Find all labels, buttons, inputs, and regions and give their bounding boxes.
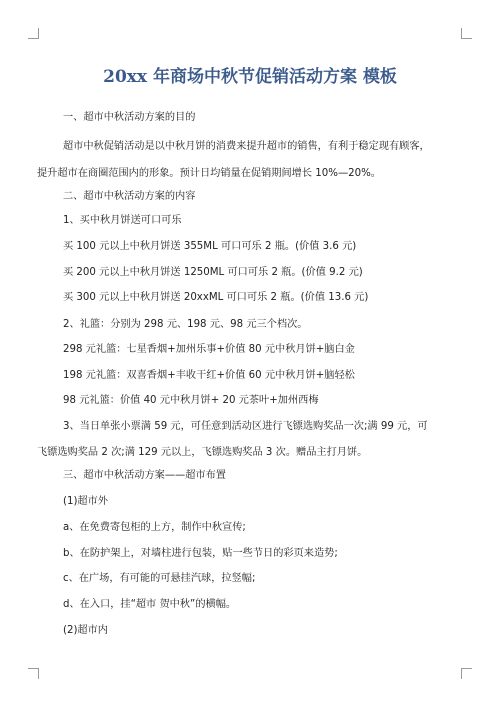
paragraph-line: 提升超市在商圈范围内的形象。预计日均销量在促销期间增长 10%—20%。 [37, 168, 381, 179]
section-heading-2: 二、超市中秋活动方案的内容 [63, 191, 196, 202]
paragraph-line: 超市中秋促销活动是以中秋月饼的消费来提升超市的销售，有利于稳定现有顾客， [63, 141, 430, 152]
list-item: d、在入口，挂“超市 贺中秋”的横幅。 [63, 599, 237, 610]
crop-mark-top-right [461, 28, 472, 39]
paragraph-line: 3、当日单张小票满 59 元，可任意到活动区进行飞镖选购奖品一次;满 99 元，可 [63, 421, 428, 432]
paragraph-line: 98 元礼篮：价值 40 元中秋月饼+ 20 元茶叶+加州西梅 [63, 395, 319, 406]
paragraph-line: 买 100 元以上中秋月饼送 355ML 可口可乐 2 瓶。(价值 3.6 元) [63, 241, 357, 252]
paragraph-line: 买 200 元以上中秋月饼送 1250ML 可口可乐 2 瓶。(价值 9.2 元) [63, 267, 363, 278]
paragraph-line: 买 300 元以上中秋月饼送 20xxML 可口可乐 2 瓶。(价值 13.6 元) [63, 292, 369, 303]
document-title: 20xx 年商场中秋节促销活动方案 模板 [103, 67, 397, 87]
item-heading: 2、礼篮：分别为 298 元、198 元、98 元三个档次。 [63, 319, 308, 330]
list-item: c、在广场，有可能的可悬挂汽球，拉竖幅; [63, 573, 256, 584]
item-heading: 1、买中秋月饼送可口可乐 [63, 215, 182, 226]
paragraph-line: 298 元礼篮：七星香烟+加州乐事+价值 80 元中秋月饼+脑白金 [63, 344, 355, 355]
section-heading-1: 一、超市中秋活动方案的目的 [63, 112, 196, 123]
subsection-heading: (1)超市外 [63, 496, 108, 507]
crop-mark-bottom-right [461, 668, 472, 679]
list-item: a、在免费寄包柜的上方，制作中秋宣传; [63, 522, 246, 533]
paragraph-line: 198 元礼篮：双喜香烟+丰收干红+价值 60 元中秋月饼+脑轻松 [63, 370, 355, 381]
paragraph-line: 飞镖选购奖品 2 次;满 129 元以上，飞镖选购奖品 3 次。赠品主打月饼。 [37, 447, 368, 458]
crop-mark-bottom-left [28, 668, 39, 679]
subsection-heading: (2)超市内 [63, 625, 108, 636]
crop-mark-top-left [28, 28, 39, 39]
section-heading-3: 三、超市中秋活动方案——超市布置 [63, 470, 226, 481]
list-item: b、在防护架上，对墙柱进行包装，贴一些节日的彩页来造势; [63, 548, 338, 559]
